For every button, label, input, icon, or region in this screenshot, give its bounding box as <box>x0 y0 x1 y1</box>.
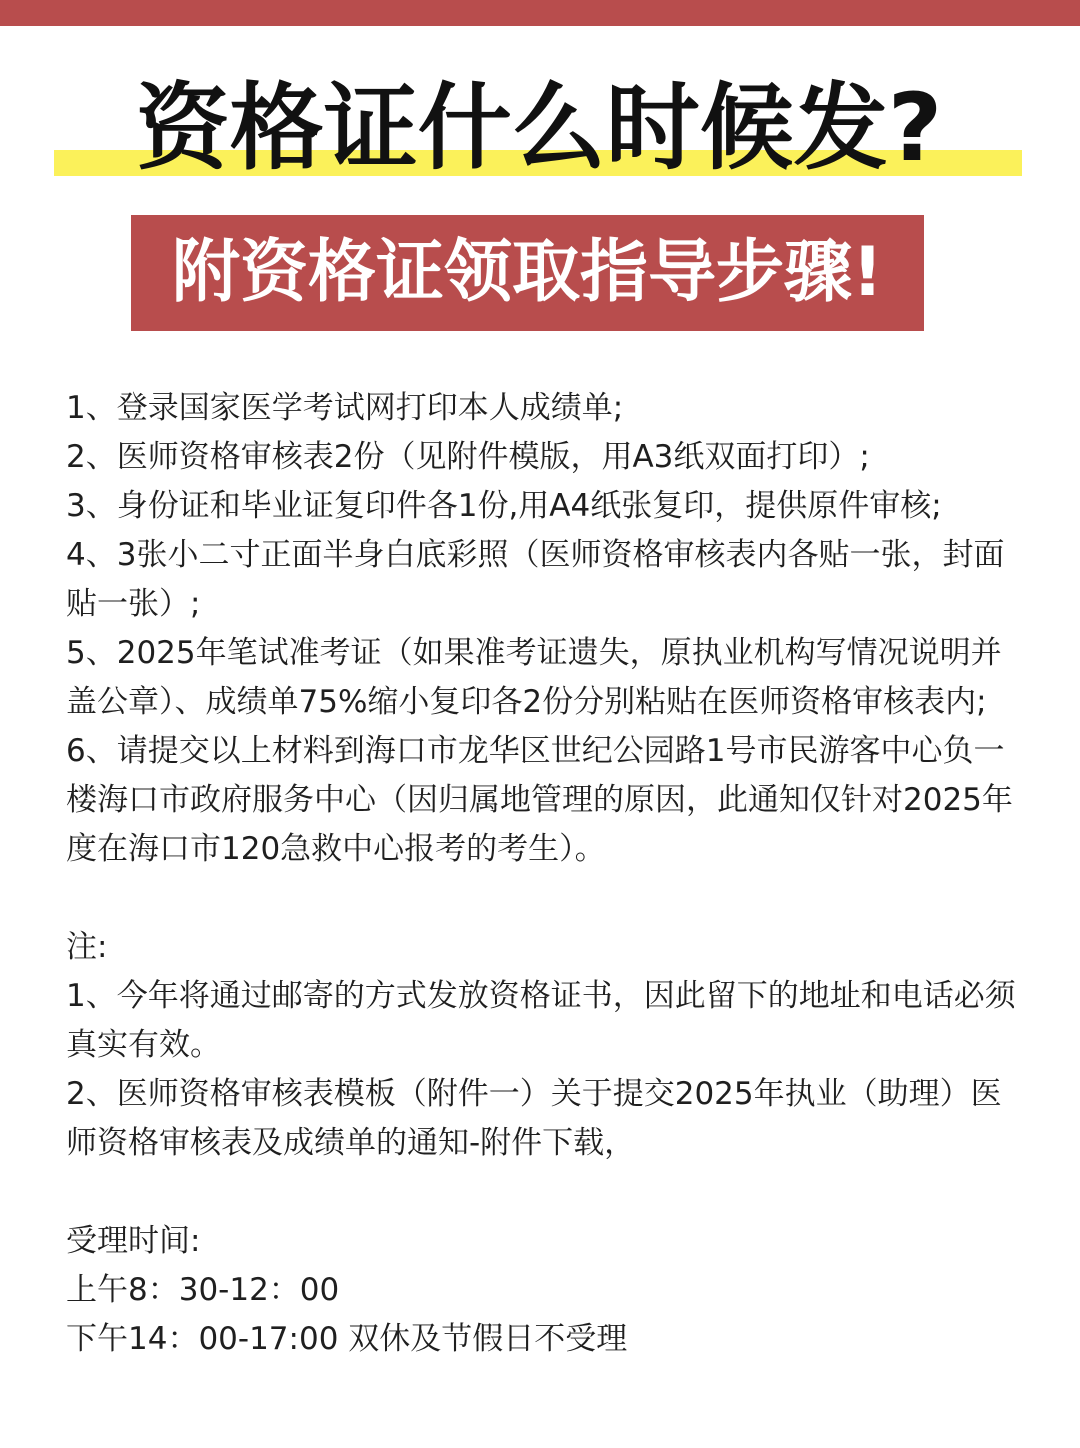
notes-heading: 注: <box>66 929 108 965</box>
step-item: 3、身份证和毕业证复印件各1份,用A4纸张复印，提供原件审核; <box>66 488 942 524</box>
step-item: 4、3张小二寸正面半身白底彩照（医师资格审核表内各贴一张，封面贴一张）; <box>66 537 1005 622</box>
title-block <box>54 70 1024 200</box>
content-body <box>66 384 1028 1364</box>
subtitle-banner <box>131 215 924 331</box>
spacer <box>66 874 1028 923</box>
note-item: 1、今年将通过邮寄的方式发放资格证书，因此留下的地址和电话必须真实有效。 <box>66 978 1016 1063</box>
spacer <box>66 1168 1028 1217</box>
page-title: 资格证什么时候发? <box>135 74 943 183</box>
hours-morning: 上午8：30-12：00 <box>66 1272 340 1308</box>
top-accent-bar <box>0 0 1080 26</box>
subtitle-text: 附资格证领取指导步骤! <box>171 233 883 312</box>
hours-afternoon: 下午14：00-17:00 双休及节假日不受理 <box>66 1321 628 1357</box>
hours-heading: 受理时间: <box>66 1223 201 1259</box>
step-item: 5、2025年笔试准考证（如果准考证遗失，原执业机构写情况说明并盖公章）、成绩单75%缩小复印各2份分别粘贴在医师资格审核表内; <box>66 635 1002 720</box>
note-item: 2、医师资格审核表模板（附件一）关于提交2025年执业（助理）医师资格审核表及成绩单的通知-附件下载， <box>66 1076 1002 1161</box>
step-item: 1、登录国家医学考试网打印本人成绩单; <box>66 390 624 426</box>
step-item: 2、医师资格审核表2份（见附件模版，用A3纸双面打印）; <box>66 439 870 475</box>
step-item: 6、请提交以上材料到海口市龙华区世纪公园路1号市民游客中心负一楼海口市政府服务中心（因归属地管理的原因，此通知仅针对2025年度在海口市120急救中心报考的考生）。 <box>66 733 1013 867</box>
